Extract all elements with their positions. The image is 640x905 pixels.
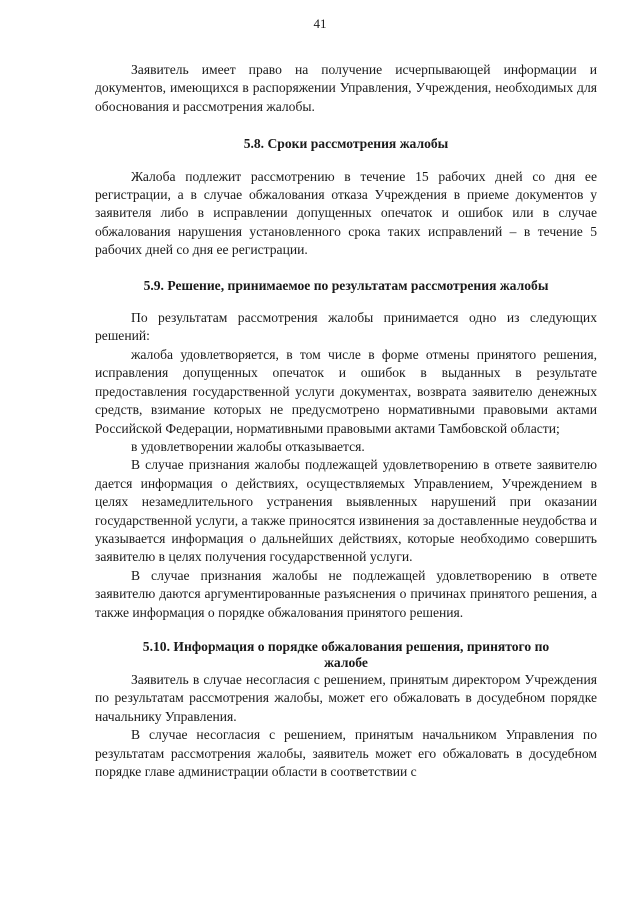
- paragraph-refused-response: В случае признания жалобы не подлежащей удовлетворению в ответе заявителю даются аргументированные разъяснения о причинах принятого решения, а также информация о порядке обжалования принятого решения.: [95, 567, 597, 620]
- section-heading-5-9: 5.9. Решение, принимаемое по результатам рассмотрения жалобы: [143, 277, 549, 293]
- paragraph-complaint-satisfied: жалоба удовлетворяется, в том числе в форме отмены принятого решения, исправления допущенных опечаток и ошибок в выданных в результате предоставления государственной услуги документах, возврата заявителю денежных средств, взимание которых не предусмотрено нормативными правовыми актами Российской Федерации, нормативными правовыми актами Тамбовской области;: [95, 346, 597, 436]
- section-heading-5-8: 5.8. Сроки рассмотрения жалобы: [243, 136, 449, 152]
- section-heading-5-10: [95, 639, 597, 671]
- paragraph-satisfied-response: В случае признания жалобы подлежащей удовлетворению в ответе заявителю дается информация о действиях, осуществляемых Управлением, Учреждением в целях незамедлительного устранения выявленных нарушений при оказании государственной услуги, а также приносятся извинения за доставленные неудобства и указывается информация о дальнейших действиях, которые необходимо совершить заявителю в целях получения государственной услуги.: [95, 457, 597, 565]
- document-body: [95, 61, 597, 781]
- section-heading-5-10-line1: 5.10. Информация о порядке обжалования решения, принятого по: [142, 638, 550, 654]
- paragraph-appeal-to-head: Заявитель в случае несогласия с решением, принятым директором Учреждения по результатам рассмотрения жалобы, может его обжаловать в досудебном порядке начальнику Управления.: [95, 671, 597, 724]
- paragraph-appeal-to-governor: В случае несогласия с решением, принятым начальником Управления по результатам рассмотрения жалобы, заявитель может его обжаловать в досудебном порядке главе администрации области в соответствии с: [95, 727, 597, 779]
- page-number: 41: [313, 16, 327, 31]
- section-heading-5-10-line2: жалобе: [324, 654, 368, 670]
- paragraph-complaint-terms: Жалоба подлежит рассмотрению в течение 15 рабочих дней со дня ее регистрации, а в случае обжалования отказа Учреждения в приеме документов у заявителя либо в исправлении допущенных опечаток и ошибок или в случае обжалования нарушения установленного срока таких исправлений – в течение 5 рабочих дней со дня ее регистрации.: [95, 168, 597, 258]
- paragraph-complaint-refused: в удовлетворении жалобы отказывается.: [131, 438, 365, 454]
- paragraph-decision-intro: По результатам рассмотрения жалобы принимается одно из следующих решений:: [95, 310, 597, 344]
- paragraph-right-to-information: Заявитель имеет право на получение исчерпывающей информации и документов, имеющихся в распоряжении Управления, Учреждения, необходимых для обоснования и рассмотрения жалобы.: [95, 62, 597, 114]
